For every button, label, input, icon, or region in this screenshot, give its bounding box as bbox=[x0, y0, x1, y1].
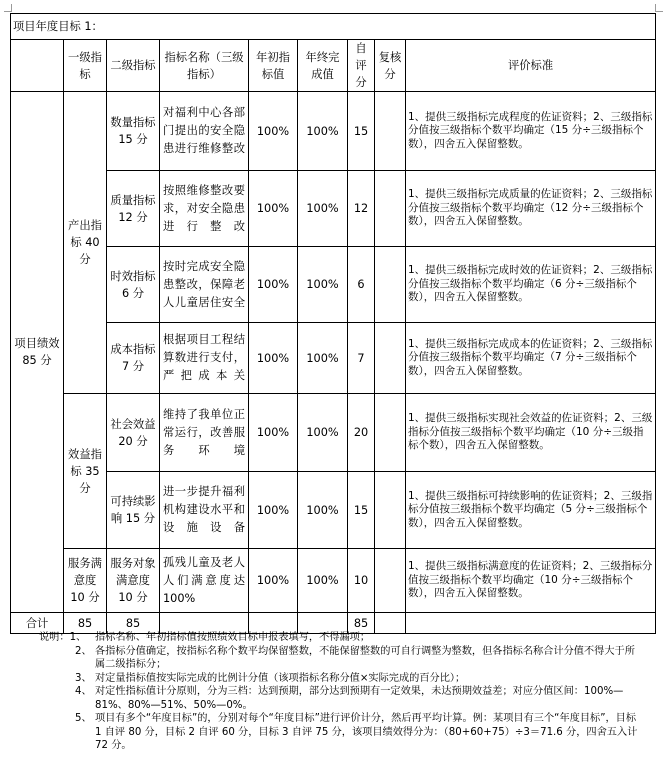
initial-value: 100% bbox=[249, 549, 298, 613]
final-value: 100% bbox=[298, 247, 348, 323]
review-score bbox=[375, 549, 406, 613]
indicator-name: 对福利中心各部门提出的安全隐患进行维修整改 bbox=[160, 92, 249, 171]
note-text: 对定性指标值计分原则，分为三档：达到预期，部分达到预期有一定效果，未达预期效益差；对应分值区间：100%—81%、80%—51%、50%—0%。 bbox=[95, 686, 624, 711]
indicator-name: 孤残儿童及老人人们满意度达100% bbox=[160, 549, 249, 613]
note-text: 项目有多个“年度目标”的，分别对每个“年度目标”进行评价计分，然后再平均计算。例：某项目有三个“年度目标”，目标 1 自评 80 分，目标 2 自评 60 分，目标 3 自评 75 分，该项目绩效得分为：（80+60+75）÷3＝71.6 分，四舍五入计 72 分。 bbox=[95, 713, 638, 751]
self-score: 6 bbox=[348, 247, 375, 323]
initial-value: 100% bbox=[249, 92, 298, 171]
performance-table bbox=[10, 13, 656, 634]
table-row bbox=[11, 171, 656, 247]
level2-cell: 数量指标 15 分 bbox=[107, 92, 160, 171]
header-level2: 二级指标 bbox=[107, 40, 160, 92]
review-score bbox=[375, 472, 406, 549]
header-criteria: 评价标准 bbox=[406, 40, 656, 92]
note-item bbox=[39, 712, 639, 753]
review-score bbox=[375, 323, 406, 394]
final-value: 100% bbox=[298, 472, 348, 549]
header-final: 年终完成值 bbox=[298, 40, 348, 92]
initial-value: 100% bbox=[249, 394, 298, 472]
final-value: 100% bbox=[298, 92, 348, 171]
level2-cell: 质量指标 12 分 bbox=[107, 171, 160, 247]
criteria: 1、提供三级指标实现社会效益的佐证资料；2、三级指标分值按三级指标个数平均确定（10 分÷三级指标个数），四舍五入保留整数。 bbox=[406, 394, 656, 472]
criteria: 1、提供三级指标完成程度的佐证资料；2、三级指标分值按三级指标个数平均确定（15 分÷三级指标个数），四舍五入保留整数。 bbox=[406, 92, 656, 171]
criteria: 1、提供三级指标可持续影响的佐证资料；2、三级指标分值按三级指标个数平均确定（5 分÷三级指标个数），四舍五入保留整数。 bbox=[406, 472, 656, 549]
group-benefit: 效益指标 35 分 bbox=[64, 394, 107, 549]
note-number: 5、 bbox=[75, 713, 92, 724]
criteria: 1、提供三级指标满意度的佐证资料；2、三级指标分值按三级指标个数平均确定（10 分÷三级指标个数），四舍五入保留整数。 bbox=[406, 549, 656, 613]
indicator-name: 按照维修整改要求，对安全隐患进行整改 bbox=[160, 171, 249, 247]
header-cell bbox=[11, 40, 64, 92]
header-self-score: 自评分 bbox=[348, 40, 375, 92]
note-item bbox=[39, 672, 639, 686]
note-item bbox=[39, 631, 639, 645]
group-satisfaction: 服务满意度 10 分 bbox=[64, 549, 107, 613]
note-text: 对定量指标值按实际完成的比例计分值（该项指标名称分值×实际完成的百分比）； bbox=[95, 672, 466, 684]
final-value: 100% bbox=[298, 323, 348, 394]
group-output: 产出指标 40 分 bbox=[64, 92, 107, 394]
notes-section bbox=[39, 631, 639, 753]
final-value: 100% bbox=[298, 394, 348, 472]
criteria: 1、提供三级指标完成时效的佐证资料；2、三级指标分值按三级指标个数平均确定（6 分÷三级指标个数），四舍五入保留整数。 bbox=[406, 247, 656, 323]
self-score: 10 bbox=[348, 549, 375, 613]
initial-value: 100% bbox=[249, 323, 298, 394]
review-score bbox=[375, 247, 406, 323]
review-score bbox=[375, 92, 406, 171]
level2-cell: 时效指标 6 分 bbox=[107, 247, 160, 323]
header-row bbox=[11, 40, 656, 92]
table-row bbox=[11, 247, 656, 323]
header-review-score: 复核分 bbox=[375, 40, 406, 92]
level2-cell: 社会效益 20 分 bbox=[107, 394, 160, 472]
review-score bbox=[375, 171, 406, 247]
corner-mark-top-left bbox=[4, 4, 12, 12]
criteria: 1、提供三级指标完成成本的佐证资料；2、三级指标分值按三级指标个数平均确定（7 分÷三级指标个数），四舍五入保留整数。 bbox=[406, 323, 656, 394]
level2-cell: 可持续影响 15 分 bbox=[107, 472, 160, 549]
note-number: 2、 bbox=[75, 645, 92, 657]
initial-value: 100% bbox=[249, 247, 298, 323]
criteria: 1、提供三级指标完成质量的佐证资料；2、三级指标分值按三级指标个数平均确定（12 分÷三级指标个数），四舍五入保留整数。 bbox=[406, 171, 656, 247]
table-row bbox=[11, 549, 656, 613]
self-score: 7 bbox=[348, 323, 375, 394]
self-score: 12 bbox=[348, 171, 375, 247]
note-text: 指标名称、年初指标值按照绩效目标申报表填写，不得漏项； bbox=[95, 632, 371, 643]
header-initial: 年初指标值 bbox=[249, 40, 298, 92]
note-number: 3、 bbox=[75, 672, 92, 684]
self-score: 15 bbox=[348, 92, 375, 171]
initial-value: 100% bbox=[249, 472, 298, 549]
indicator-name: 进一步提升福利机构建设水平和设施设备 bbox=[160, 472, 249, 549]
total-label: 合计 bbox=[11, 613, 64, 634]
table-row bbox=[11, 92, 656, 171]
level2-cell: 成本指标 7 分 bbox=[107, 323, 160, 394]
note-number: 4、 bbox=[75, 686, 92, 697]
header-level1: 一级指标 bbox=[64, 40, 107, 92]
indicator-name: 按时完成安全隐患整改，保障老人儿童居住安全 bbox=[160, 247, 249, 323]
total-level2: 85 bbox=[107, 613, 160, 634]
note-text: 各指标分值确定，按指标名称个数平均保留整数，不能保留整数的可自行调整为整数，但各指标名称合计分值不得大于所属二级指标分； bbox=[95, 645, 635, 670]
table-row bbox=[11, 394, 656, 472]
total-level1: 85 bbox=[64, 613, 107, 634]
note-item bbox=[39, 685, 639, 712]
level2-cell: 服务对象满意度 10 分 bbox=[107, 549, 160, 613]
header-name: 指标名称（三级指标） bbox=[160, 40, 249, 92]
initial-value: 100% bbox=[249, 171, 298, 247]
note-item bbox=[39, 645, 639, 672]
table-title: 项目年度目标 1： bbox=[11, 14, 656, 40]
self-score: 20 bbox=[348, 394, 375, 472]
indicator-name: 维持了我单位正常运行，改善服务环境 bbox=[160, 394, 249, 472]
note-number: 1、 bbox=[69, 632, 87, 643]
final-value: 100% bbox=[298, 549, 348, 613]
review-score bbox=[375, 394, 406, 472]
table-row bbox=[11, 323, 656, 394]
corner-mark-top-right bbox=[655, 4, 663, 12]
final-value: 100% bbox=[298, 171, 348, 247]
indicator-name: 根据项目工程结算数进行支付，严把成本关 bbox=[160, 323, 249, 394]
notes-label: 说明： bbox=[39, 632, 70, 643]
total-self-score: 85 bbox=[348, 613, 375, 634]
self-score: 15 bbox=[348, 472, 375, 549]
table-row bbox=[11, 472, 656, 549]
project-performance-cell: 项目绩效 85 分 bbox=[11, 92, 64, 613]
